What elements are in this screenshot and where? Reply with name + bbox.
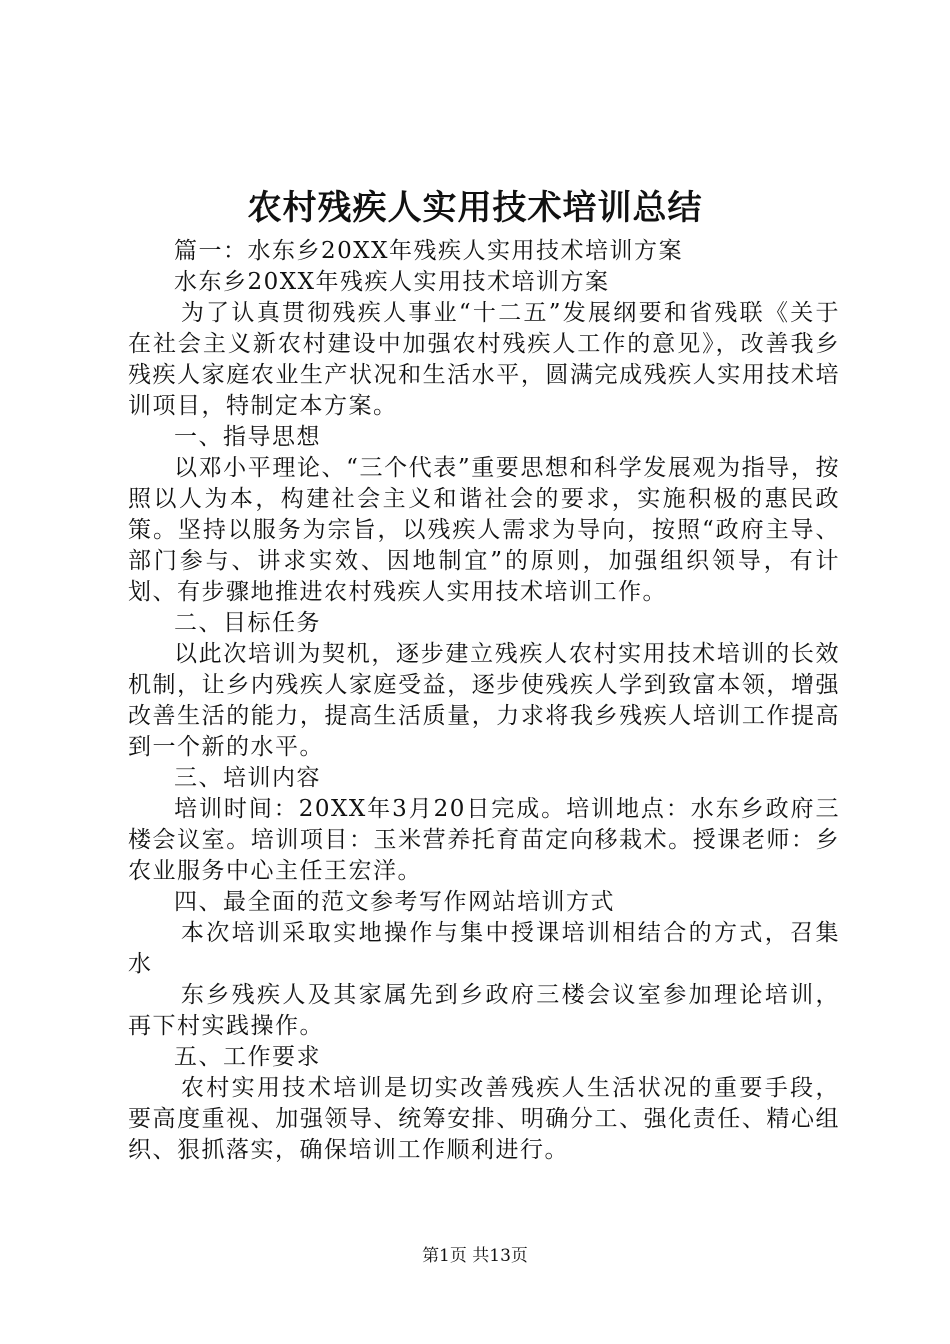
paragraph-intro: 为了认真贯彻残疾人事业“十二五”发展纲要和省残联《关于在社会主义新农村建设中加强农村残疾人工作的意见》，改善我乡残疾人家庭农业生产状况和生活水平，圆满完成残疾人实用技术培训项目，特制定本方案。 [128, 300, 840, 419]
document-body [128, 236, 840, 1166]
paragraph-training-method-2: 东乡残疾人及其家属先到乡政府三楼会议室参加理论培训，再下村实践操作。 [128, 982, 840, 1039]
document-title: 农村残疾人实用技术培训总结 [247, 188, 703, 228]
paragraph-training-method-1: 本次培训采取实地操作与集中授课培训相结合的方式，召集水 [128, 920, 840, 977]
paragraph-work-requirements: 农村实用技术培训是切实改善残疾人生活状况的重要手段，要高度重视、加强领导、统筹安排、明确分工、强化责任、精心组织、狠抓落实，确保培训工作顺利进行。 [128, 1075, 840, 1163]
paragraph-guiding-ideology: 以邓小平理论、“三个代表”重要思想和科学发展观为指导，按照以人为本，构建社会主义和谐社会的要求，实施积极的惠民政策。坚持以服务为宗旨，以残疾人需求为导向，按照“政府主导、部门参与、讲求实效、因地制宜”的原则，加强组织领导，有计划、有步骤地推进农村残疾人实用技术培训工作。 [128, 455, 840, 605]
heading-goals: 二、目标任务 [174, 610, 321, 636]
heading-training-content: 三、培训内容 [174, 765, 321, 791]
page-number-footer: 第1页 共13页 [422, 1246, 528, 1266]
paragraph-subtitle: 水东乡20XX年残疾人实用技术培训方案 [174, 269, 610, 295]
paragraph-section-heading: 篇一：水东乡20XX年残疾人实用技术培训方案 [174, 238, 684, 264]
paragraph-goals: 以此次培训为契机，逐步建立残疾人农村实用技术培训的长效机制，让乡内残疾人家庭受益，逐步使残疾人学到致富本领，增强改善生活的能力，提高生活质量，力求将我乡残疾人培训工作提高到一个新的水平。 [128, 641, 840, 760]
heading-training-method: 四、最全面的范文参考写作网站培训方式 [174, 889, 615, 915]
paragraph-training-content: 培训时间：20XX年3月20日完成。培训地点：水东乡政府三楼会议室。培训项目：玉米营养托育苗定向移栽术。授课老师：乡农业服务中心主任王宏洋。 [128, 796, 840, 884]
heading-guiding-ideology: 一、指导思想 [174, 424, 321, 450]
heading-work-requirements: 五、工作要求 [174, 1044, 321, 1070]
